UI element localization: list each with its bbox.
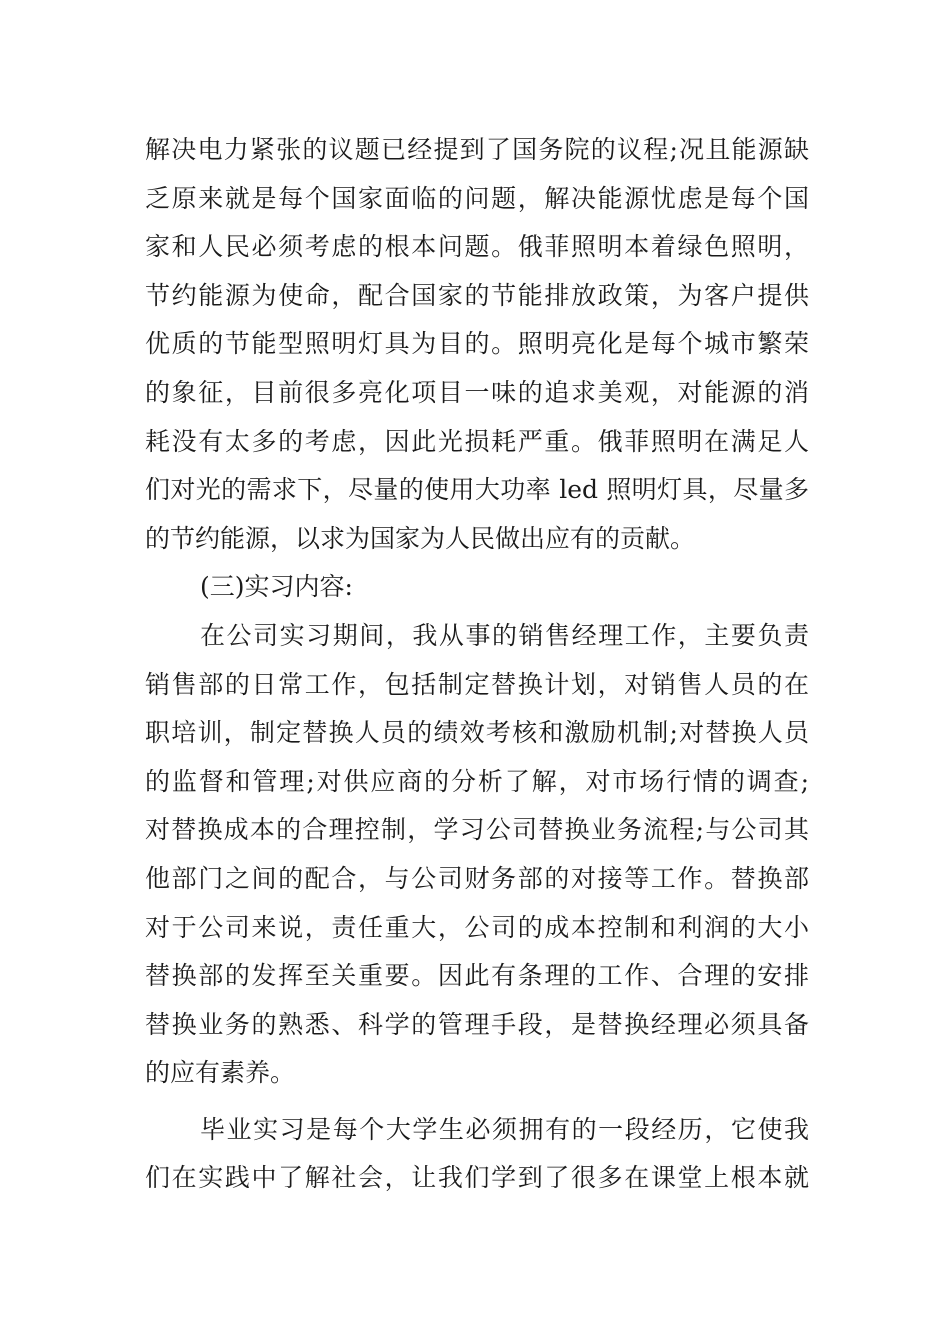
text-line: 对于公司来说，责任重大，公司的成本控制和利润的大小 bbox=[145, 912, 809, 942]
text-line: 们在实践中了解社会，让我们学到了很多在课堂上根本就 bbox=[145, 1163, 809, 1193]
paragraph-graduation-internship bbox=[145, 1106, 809, 1203]
text-line: 优质的节能型照明灯具为目的。照明亮化是每个城市繁荣 bbox=[145, 329, 809, 359]
document-body bbox=[145, 126, 809, 1203]
section-heading: (三)实习内容: bbox=[200, 572, 353, 602]
text-line: 解决电力紧张的议题已经提到了国务院的议程;况且能源缺 bbox=[145, 135, 809, 164]
text-line: 在公司实习期间，我从事的销售经理工作，主要负责 bbox=[200, 620, 809, 650]
text-line: 销售部的日常工作，包括制定替换计划，对销售人员的在 bbox=[145, 669, 809, 699]
text-line: 节约能源为使命，配合国家的节能排放政策，为客户提供 bbox=[145, 280, 809, 310]
text-line: 的应有素养。 bbox=[145, 1058, 296, 1088]
text-line: 替换部的发挥至关重要。因此有条理的工作、合理的安排 bbox=[145, 961, 809, 991]
text-line: 他部门之间的配合，与公司财务部的对接等工作。替换部 bbox=[145, 863, 809, 893]
text-line: 的监督和管理;对供应商的分析了解，对市场行情的调查; bbox=[145, 766, 809, 796]
text-line: 毕业实习是每个大学生必须拥有的一段经历，它使我 bbox=[200, 1114, 809, 1144]
text-line: 职培训，制定替换人员的绩效考核和激励机制;对替换人员 bbox=[145, 718, 809, 748]
text-line: 耗没有太多的考虑，因此光损耗严重。俄菲照明在满足人 bbox=[145, 426, 809, 456]
text-line: 们对光的需求下，尽量的使用大功率 led 照明灯具，尽量多 bbox=[145, 475, 809, 505]
text-line: 的节约能源，以求为国家为人民做出应有的贡献。 bbox=[145, 523, 696, 553]
text-line: 的象征，目前很多亮化项目一味的追求美观，对能源的消 bbox=[145, 377, 809, 407]
paragraph-internship-content bbox=[145, 612, 809, 1098]
text-line: 乏原来就是每个国家面临的问题，解决能源忧虑是每个国 bbox=[145, 183, 809, 213]
text-line: 替换业务的熟悉、科学的管理手段，是替换经理必须具备 bbox=[145, 1009, 809, 1039]
paragraph-energy-saving bbox=[145, 126, 809, 563]
paragraph-spacer bbox=[145, 1098, 809, 1106]
text-line: 对替换成本的合理控制，学习公司替换业务流程;与公司其 bbox=[145, 815, 809, 845]
text-line: 家和人民必须考虑的根本问题。俄菲照明本着绿色照明， bbox=[145, 232, 809, 262]
